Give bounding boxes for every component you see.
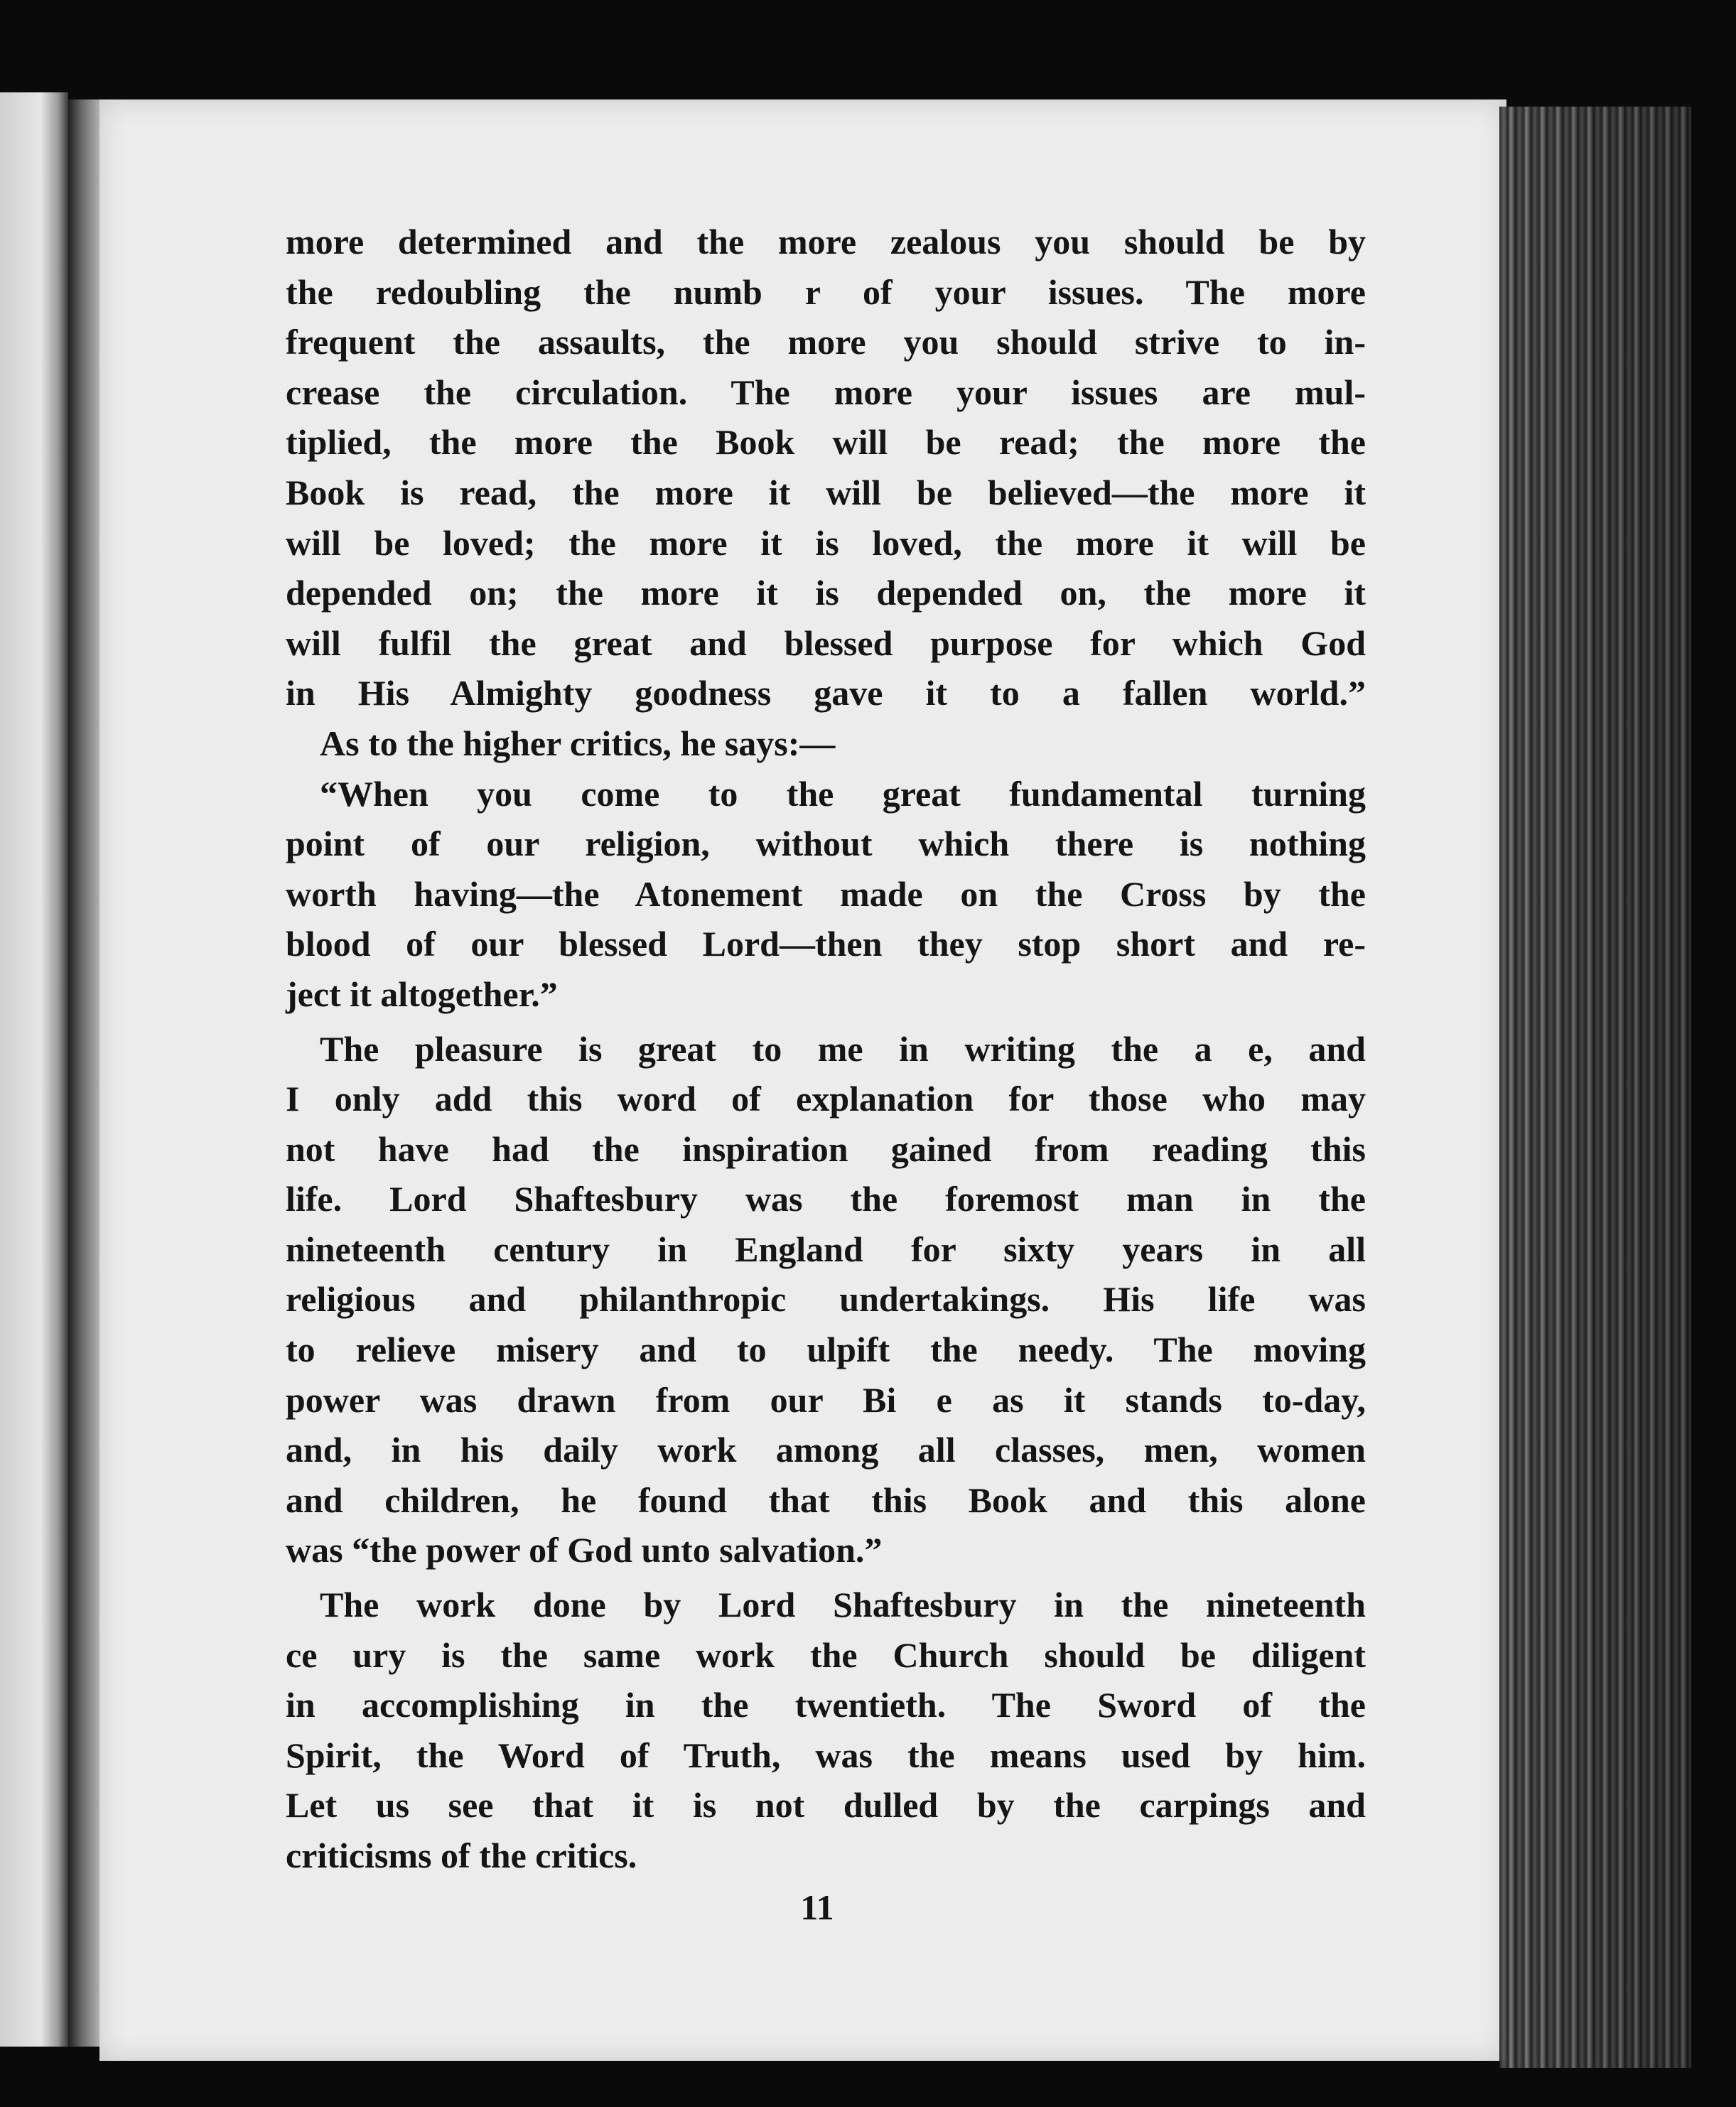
text-line: more determined and the more zealous you should be by	[286, 222, 1366, 262]
text-line: The work done by Lord Shaftesbury in the nineteenth	[320, 1585, 1366, 1625]
text-line: ject it altogether.”	[286, 974, 558, 1014]
body-text	[286, 217, 1366, 1881]
text-line: not have had the inspiration gained from reading this	[286, 1128, 1366, 1169]
text-line: to relieve misery and to ulpift the needy. The moving	[286, 1330, 1366, 1370]
text-line: blood of our blessed Lord—then they stop short and re-	[286, 924, 1366, 964]
text-line: the redoubling the numb r of your issues. The more	[286, 271, 1366, 312]
page-edges	[1499, 107, 1691, 2068]
text-line: tiplied, the more the Book will be read; the more the	[286, 422, 1366, 463]
text-line: in accomplishing in the twentieth. The Sword of the	[286, 1685, 1366, 1725]
text-line: life. Lord Shaftesbury was the foremost man in the	[286, 1179, 1366, 1219]
text-line: depended on; the more it is depended on, the more it	[286, 573, 1366, 613]
text-line: frequent the assaults, the more you should strive to in-	[286, 322, 1366, 362]
text-line: Book is read, the more it will be believed—the more it	[286, 472, 1366, 512]
text-line: power was drawn from our Bi e as it stands to-day,	[286, 1379, 1366, 1420]
page-number: 11	[800, 1887, 834, 1927]
text-line: will fulfil the great and blessed purpose for which God	[286, 623, 1366, 663]
text-line: and children, he found that this Book and this alone	[286, 1480, 1366, 1520]
text-line: point of our religion, without which there is nothing	[286, 824, 1366, 864]
text-line: “When you come to the great fundamental turning	[320, 773, 1366, 814]
text-line: criticisms of the critics.	[286, 1836, 637, 1875]
text-line: and, in his daily work among all classes, men, women	[286, 1430, 1366, 1470]
text-line: was “the power of God unto salvation.”	[286, 1530, 883, 1570]
text-line: The pleasure is great to me in writing the a e, and	[320, 1028, 1366, 1069]
text-line: As to the higher critics, he says:—	[320, 723, 836, 763]
text-line: will be loved; the more it is loved, the more it will be	[286, 522, 1366, 563]
text-line: religious and philanthropic undertakings. His life was	[286, 1279, 1366, 1320]
previous-page-edge	[0, 92, 68, 2047]
text-line: ce ury is the same work the Church should be diligent	[286, 1634, 1366, 1675]
book-gutter	[68, 99, 102, 2047]
text-line: worth having—the Atonement made on the Cross by the	[286, 873, 1366, 914]
text-line: Spirit, the Word of Truth, was the means used by him.	[286, 1735, 1366, 1775]
text-line: Let us see that it is not dulled by the carpings and	[286, 1785, 1366, 1826]
text-line: I only add this word of explanation for those who may	[286, 1079, 1366, 1119]
text-line: in His Almighty goodness gave it to a fallen world.”	[286, 673, 1366, 713]
text-line: crease the circulation. The more your issues are mul-	[286, 372, 1366, 412]
text-line: nineteenth century in England for sixty years in all	[286, 1229, 1366, 1269]
